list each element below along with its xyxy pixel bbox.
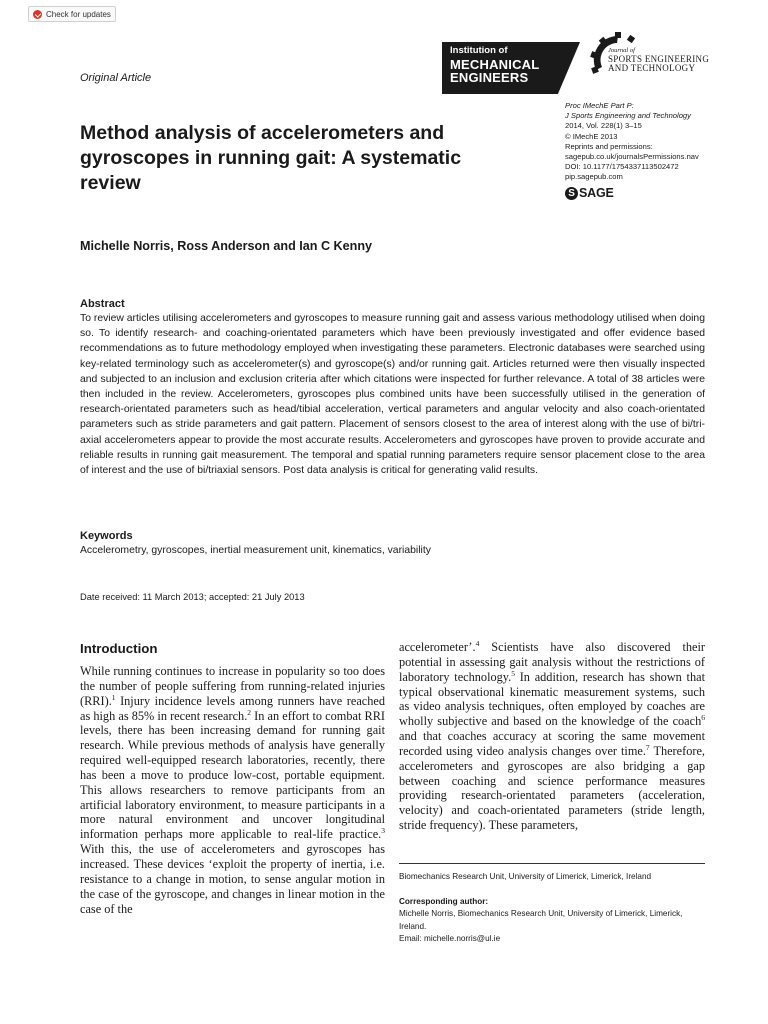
citation[interactable]: 1 — [111, 692, 116, 702]
citation[interactable]: 2 — [247, 707, 252, 717]
text-run: accelerometer’. — [399, 640, 476, 654]
text-run: With this, the use of accelerometers and gyroscopes has increased. These devices ‘exploit the property of inertia, i.e. resistance to a change in motion, to sense angular motion in the case of the gyroscope, and changes in linear motion in the case of the — [80, 842, 385, 916]
journal-logo-text — [608, 48, 738, 74]
dates-received: Date received: 11 March 2013; accepted: 21 July 2013 — [80, 592, 305, 602]
journal-logo-journal-of: Journal of — [608, 47, 635, 54]
publisher-logo-text — [450, 46, 560, 84]
corresponding-author-email[interactable]: Email: michelle.norris@ul.ie — [399, 934, 501, 943]
meta-reprints: Reprints and permissions: — [565, 141, 653, 151]
sage-s-icon: S — [565, 187, 578, 200]
affiliation: Biomechanics Research Unit, University of Limerick, Limerick, Ireland — [399, 872, 652, 881]
citation[interactable]: 6 — [701, 713, 705, 723]
citation[interactable]: 7 — [645, 742, 650, 752]
abstract-heading: Abstract — [80, 298, 125, 310]
paper-title: Method analysis of accelerometers and gyroscopes in running gait: A systematic review — [80, 122, 462, 194]
check-for-updates-label: Check for updates — [46, 9, 111, 19]
publisher-logo-line3: ENGINEERS — [450, 69, 529, 85]
text-run: Scientists have also discovered their potential in assessing gait analysis without the restrictions of laboratory technology. — [399, 640, 705, 684]
text-run: Therefore, accelerometers and gyroscopes are also bridging a gap between coaching and science performance measures providing research-orientated parameters (acceleration, velocity) and coach-orientated parameters (stride length, stride frequency). These parameters, — [399, 743, 705, 833]
meta-doi[interactable]: DOI: 10.1177/1754337113502472 — [565, 162, 679, 172]
footnotes — [399, 871, 705, 946]
check-updates-icon — [33, 10, 42, 19]
journal-logo-line1: SPORTS ENGINEERING — [608, 53, 710, 64]
text-run: Injury incidence levels among runners have reached as high as 85% in recent research. — [80, 693, 385, 723]
corresponding-author-heading: Corresponding author: — [399, 896, 489, 906]
meta-copyright: © IMechE 2013 — [565, 131, 618, 141]
meta-site-link[interactable]: pip.sagepub.com — [565, 172, 623, 182]
text-run: In addition, research has shown that typical observational kinematic measurement systems, such as video analysis techniques, often employed by coaches are wholly subjective and based on the knowledge of the coach — [399, 669, 705, 729]
citation[interactable]: 4 — [475, 638, 480, 648]
meta-journal: J Sports Engineering and Technology — [565, 111, 691, 121]
text-run: While running continues to increase in popularity so too does the number of people suffering from running-related injuries (RRI). — [80, 664, 385, 708]
abstract-body: To review articles utilising accelerometers and gyroscopes to measure running gait and assess various methodology utilised when doing so. To identify research- and coaching-orientated parameters which have been previously investigated and offer evidence based recommendations as to future methodology employed when investigating these parameters. Electronic databases were searched using key-related terminology such as accelerometer(s) and gyroscope(s) and/or running gait. Articles returned were then visually inspected and subjected to an inclusion and exclusion criteria after which citations were inspected for further relevance. A total of 38 articles were then included in the review. Accelerometers, gyroscopes plus combined units have been successfully utilised in the generation of research-orientated parameters such as head/tibial acceleration, vertical parameters and angular velocity and also coach-orientated parameters such as stride parameters and gait pattern. Placement of sensors closest to the area of interest along with the use of bi/tri- axial accelerometers appear to provide the most accurate results. Accelerometers and gyroscopes have proven to provide accurate and reliable results in running gait measurement. The temporal and spatial running parameters require sensor placement close to the area of interest and the use of bi/triaxial sensors. Post data analysis is critical for generating valid results. — [80, 313, 705, 477]
citation[interactable]: 5 — [511, 668, 515, 678]
meta-reprints-link[interactable]: sagepub.co.uk/journalsPermissions.nav — [565, 151, 699, 161]
introduction-heading: Introduction — [80, 641, 158, 656]
footnote-divider — [399, 863, 705, 864]
keywords-heading: Keywords — [80, 530, 133, 542]
authors: Michelle Norris, Ross Anderson and Ian C Kenny — [80, 239, 373, 253]
check-for-updates-button[interactable] — [28, 6, 116, 22]
article-type: Original Article — [80, 72, 152, 84]
sage-logo-text: SAGE — [579, 186, 614, 200]
text-run: In an effort to combat RRI levels, there has been increasing demand for running gait research. While previous methods of analysis have generally required well-equipped research laboratories, recently, there has been a move to produce low-cost, portable equipment. This allows researchers to remove participants from an artificial laboratory environment, to measure participants in a more natural environment and uncover longitudinal information perhaps more applicable to real-life practice. — [80, 708, 386, 842]
journal-metadata — [565, 101, 755, 182]
publisher-logo-line1: Institution of — [450, 45, 508, 56]
meta-proc: Proc IMechE Part P: — [565, 101, 634, 110]
text-run: and that coaches accuracy at scoring the same movement recorded using video analysis changes over time. — [399, 729, 705, 758]
citation[interactable]: 3 — [381, 826, 385, 836]
corresponding-author-details: Michelle Norris, Biomechanics Research Unit, University of Limerick, Limerick, Ireland. — [399, 909, 683, 931]
sage-logo — [565, 186, 614, 200]
journal-logo-line2: AND TECHNOLOGY — [608, 63, 696, 74]
introduction-right-column — [399, 640, 705, 833]
introduction-left-column — [80, 664, 385, 916]
publisher-logo-line2: MECHANICAL — [450, 56, 540, 72]
keywords-body: Accelerometry, gyroscopes, inertial measurement unit, kinematics, variability — [80, 545, 431, 556]
meta-volume: 2014, Vol. 228(1) 3–15 — [565, 121, 642, 131]
